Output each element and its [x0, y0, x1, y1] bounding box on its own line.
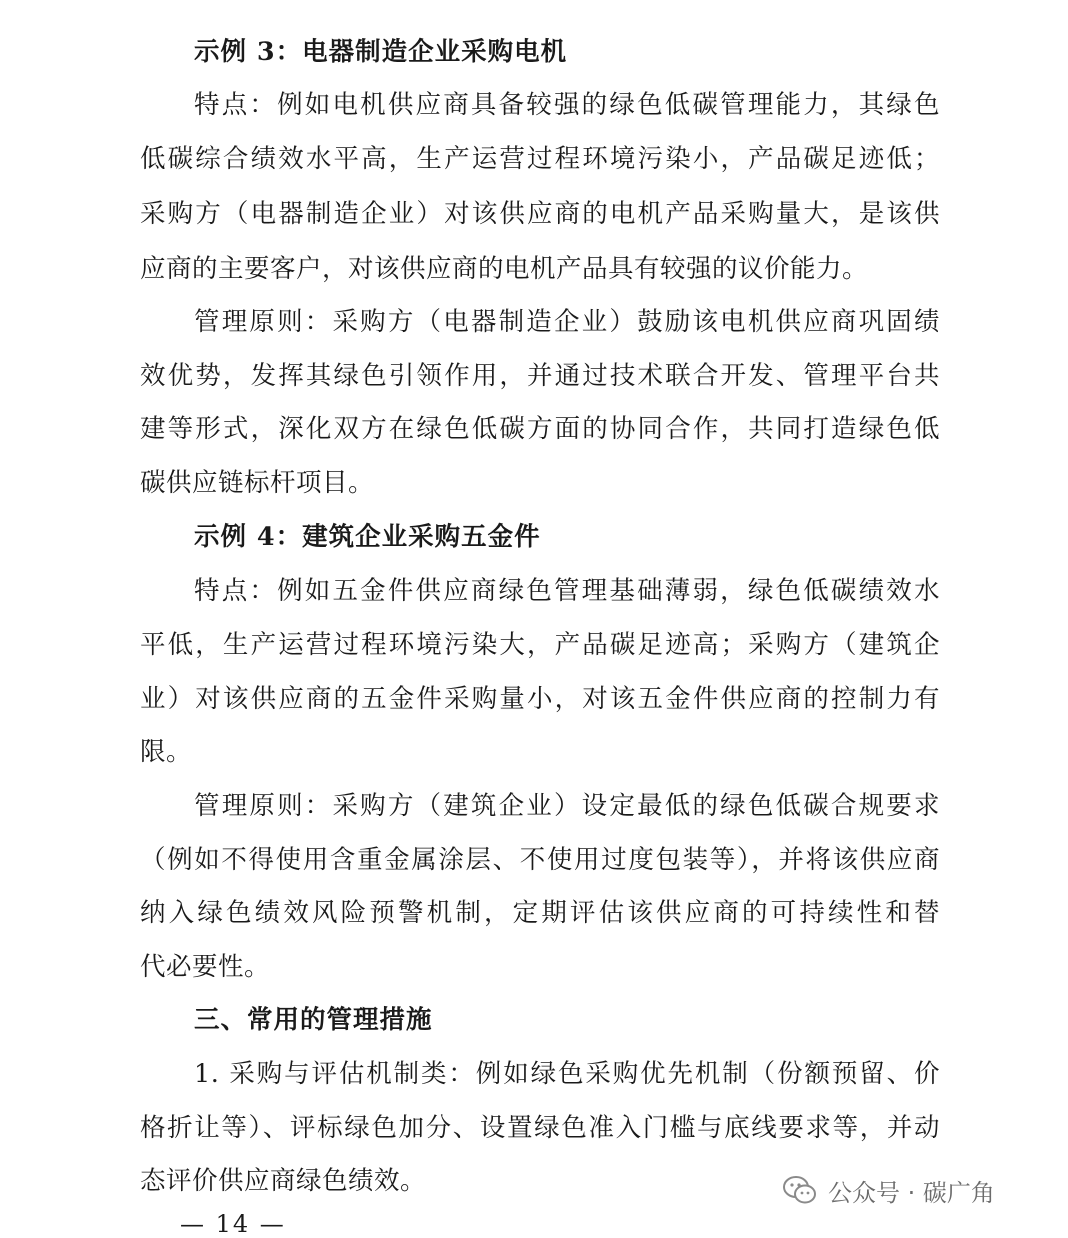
example3-principles-line: 碳供应链标杆项目。: [140, 468, 375, 498]
section3-item1-line: 格折让等）、评标绿色加分、设置绿色准入门槛与底线要求等，并动: [140, 1113, 940, 1143]
example4-features-line: 平低，生产运营过程环境污染大，产品碳足迹高；采购方（建筑企: [140, 630, 940, 660]
example4-principles-line: （例如不得使用含重金属涂层、不使用过度包装等），并将该供应商: [140, 845, 940, 875]
section3-item1-line: 态评价供应商绿色绩效。: [140, 1166, 427, 1196]
example3-principles-line: 建等形式，深化双方在绿色低碳方面的协同合作，共同打造绿色低: [140, 414, 940, 444]
example4-principles-line: 管理原则：采购方（建筑企业）设定最低的绿色低碳合规要求: [194, 791, 940, 821]
example3-principles-line: 管理原则：采购方（电器制造企业）鼓励该电机供应商巩固绩: [194, 307, 940, 337]
wechat-icon: [782, 1175, 818, 1205]
example4-features-line: 业）对该供应商的五金件采购量小，对该五金件供应商的控制力有: [140, 684, 940, 714]
section3-heading: 三、常用的管理措施: [194, 1005, 433, 1035]
example3-heading: 示例 3：电器制造企业采购电机: [194, 37, 568, 67]
page-number: — 14 —: [180, 1210, 286, 1238]
example3-features-line: 特点：例如电机供应商具备较强的绿色低碳管理能力，其绿色: [194, 90, 940, 120]
wechat-watermark: [782, 1170, 995, 1210]
example3-features-line: 应商的主要客户，对该供应商的电机产品具有较强的议价能力。: [140, 254, 869, 284]
example4-heading: 示例 4：建筑企业采购五金件: [194, 522, 541, 552]
example4-features-line: 限。: [140, 737, 193, 767]
example3-principles-line: 效优势，发挥其绿色引领作用，并通过技术联合开发、管理平台共: [140, 361, 940, 391]
example3-features-line: 低碳综合绩效水平高，生产运营过程环境污染小，产品碳足迹低；: [140, 144, 940, 174]
example4-principles-line: 代必要性。: [140, 952, 271, 982]
example4-features-line: 特点：例如五金件供应商绿色管理基础薄弱，绿色低碳绩效水: [194, 576, 940, 606]
watermark-text: 公众号 · 碳广角: [828, 1178, 995, 1207]
example4-principles-line: 纳入绿色绩效风险预警机制，定期评估该供应商的可持续性和替: [140, 898, 940, 928]
example3-features-line: 采购方（电器制造企业）对该供应商的电机产品采购量大，是该供: [140, 199, 940, 229]
section3-item1-line: 1. 采购与评估机制类：例如绿色采购优先机制（份额预留、价: [194, 1059, 940, 1089]
